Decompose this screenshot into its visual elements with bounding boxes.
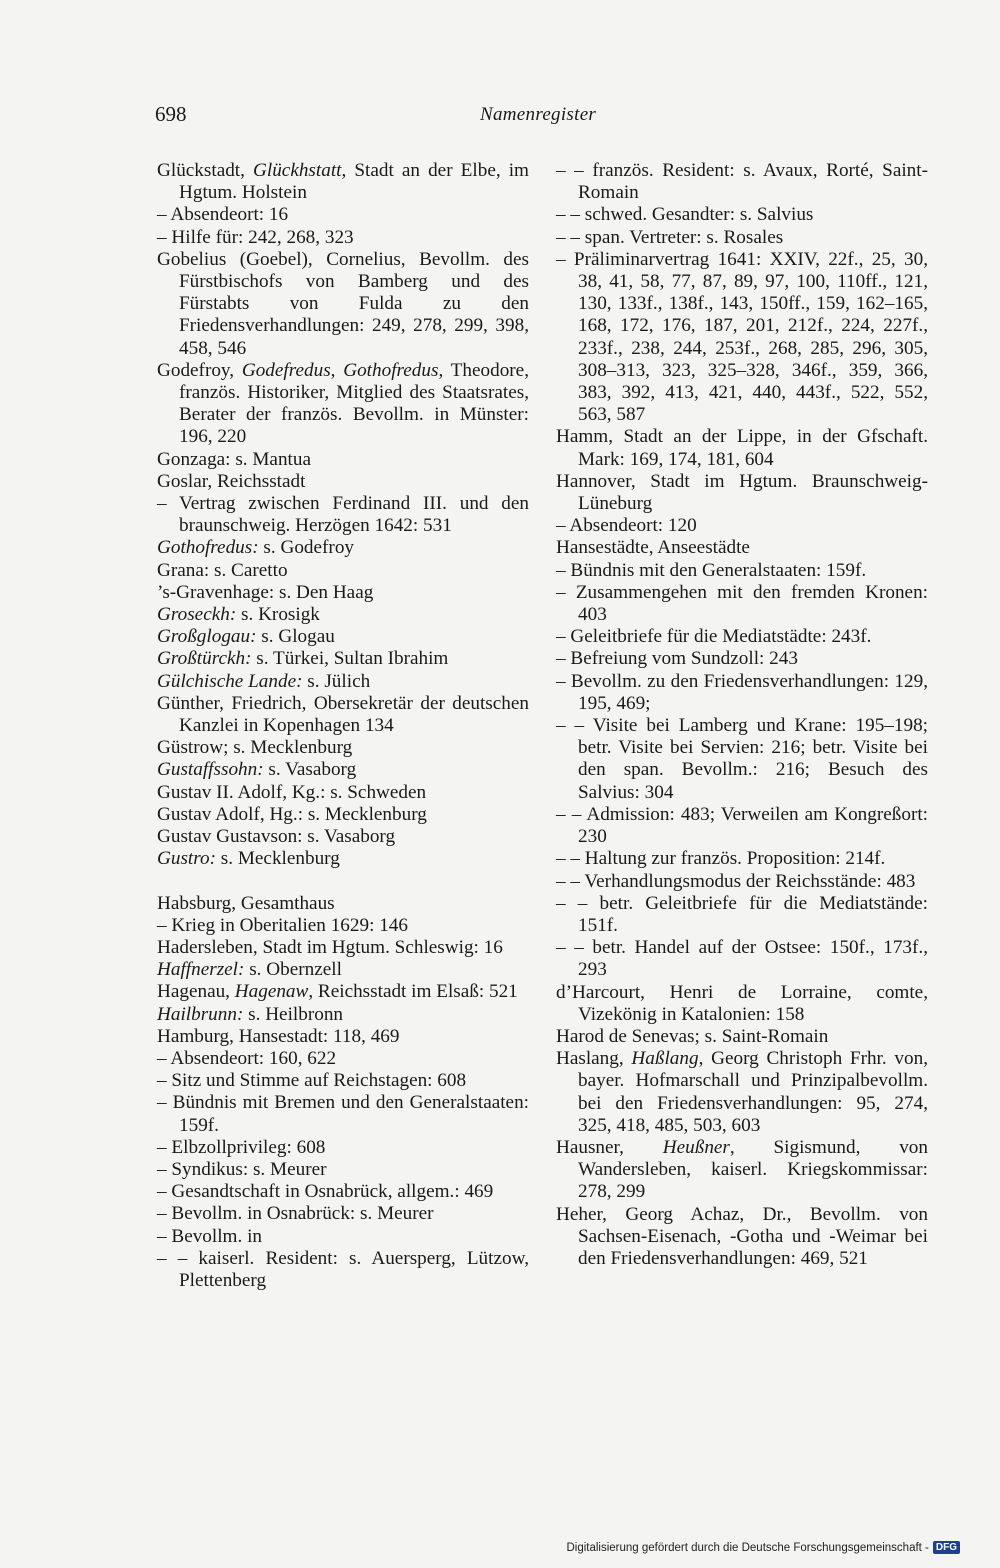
page-number: 698 (155, 102, 187, 126)
index-entry: – Gesandtschaft in Osnabrück, allgem.: 469 (157, 1181, 494, 1203)
index-entry: Hagenau, Hagenaw, Reichsstadt im Elsaß: 521 (157, 981, 518, 1003)
footer (566, 1541, 960, 1554)
index-entry: Groseckh: s. Krosigk (157, 604, 320, 626)
index-entry: – Absendeort: 120 (556, 515, 697, 537)
index-entry: – Befreiung vom Sundzoll: 243 (556, 648, 798, 670)
index-entry: Haffnerzel: s. Obernzell (157, 959, 342, 981)
index-entry: – Bevollm. in Osnabrück: s. Meurer (157, 1203, 434, 1225)
index-entry: Grana: s. Caretto (157, 559, 288, 581)
index-entry: Gustro: s. Mecklenburg (157, 848, 340, 870)
index-entry: – Elbzollprivileg: 608 (157, 1136, 326, 1158)
index-entry: Hailbrunn: s. Heilbronn (157, 1003, 344, 1025)
index-entry: – – Verhandlungsmodus der Reichsstände: 483 (556, 870, 916, 892)
index-entry: Gülchische Lande: s. Jülich (157, 670, 371, 692)
index-entry: – – Admission: 483; Verweilen am Kongreßort: 230 (556, 803, 928, 848)
index-entry: Großtürckh: s. Türkei, Sultan Ibrahim (157, 648, 449, 670)
index-entry: – Bündnis mit den Generalstaaten: 159f. (556, 559, 867, 581)
index-entry: Gustav Gustavson: s. Vasaborg (157, 826, 396, 848)
index-entry: – – betr. Handel auf der Ostsee: 150f., 173f., 293 (556, 937, 928, 981)
index-entry: – Sitz und Stimme auf Reichstagen: 608 (157, 1070, 467, 1092)
index-entry: Gothofredus: s. Godefroy (157, 537, 355, 559)
index-entry: – Absendeort: 160, 622 (157, 1047, 337, 1069)
index-entry: – Absendeort: 16 (157, 204, 289, 226)
index-entry: Gustav II. Adolf, Kg.: s. Schweden (157, 781, 427, 803)
index-entry: – Syndikus: s. Meurer (157, 1158, 327, 1180)
index-entry: – Präliminarvertrag 1641: XXIV, 22f., 25, 30, 38, 41, 58, 77, 87, 89, 97, 100, 110ff., 121, 130, 133f., 138f., 143, 150ff., 159, 162–165, 168, 172, 176, 187, 201, 212f., 224, 227f., 233f., 238, 244, 253f., 268, 285, 296, 305, 308–313, 323, 325–328, 346f., 359, 366, 383, 392, 413, 421, 440, 443f., 522, 552, 563, 587 (556, 248, 928, 426)
dfg-logo-icon: DFG (933, 1541, 960, 1554)
index-entry: Hannover, Stadt im Hgtum. Braunschweig-Lüneburg (556, 470, 928, 515)
index-entry: Güstrow; s. Mecklenburg (157, 737, 353, 759)
index-entry: Haslang, Haßlang, Georg Christoph Frhr. von, bayer. Hofmarschall und Prinzipalbevollm. bei den Friedensverhandlungen: 95, 274, 325, 418, 485, 503, 603 (556, 1048, 929, 1136)
index-entry: – – schwed. Gesandter: s. Salvius (556, 204, 814, 226)
index-entry: ’s-Gravenhage: s. Den Haag (157, 581, 374, 603)
index-entry: Glückstadt, Glückhstatt, Stadt an der Elbe, im Hgtum. Holstein (157, 160, 529, 204)
index-entry: Habsburg, Gesamthaus (157, 892, 335, 914)
index-entry: – – kaiserl. Resident: s. Auersperg, Lützow, Plettenberg (157, 1247, 529, 1291)
index-entry: – Vertrag zwischen Ferdinand III. und den braunschweig. Herzögen 1642: 531 (157, 493, 529, 537)
index-entry: Hansestädte, Anseestädte (556, 537, 750, 559)
index-entry: Gobelius (Goebel), Cornelius, Bevollm. des Fürstbischofs von Bamberg und des Fürstabts von Fulda zu den Friedensverhandlungen: 249, 278, 299, 398, 458, 546 (157, 248, 529, 359)
index-column-right (556, 160, 928, 1270)
index-entry: Gonzaga: s. Mantua (157, 448, 311, 470)
index-entry: Godefroy, Godefredus, Gothofredus, Theodore, französ. Historiker, Mitglied des Staatsrates, Berater der französ. Bevollm. in Münster: 196, 220 (157, 359, 529, 448)
index-entry: Hamburg, Hansestadt: 118, 469 (157, 1025, 400, 1047)
index-entry: – Hilfe für: 242, 268, 323 (157, 226, 354, 248)
index-column-left (157, 160, 529, 1292)
index-entry: Großglogau: s. Glogau (157, 626, 335, 648)
index-entry: – Bevollm. zu den Friedensverhandlungen: 129, 195, 469; (556, 670, 928, 714)
index-entry: – Krieg in Oberitalien 1629: 146 (157, 914, 408, 936)
index-entry: Hadersleben, Stadt im Hgtum. Schleswig: 16 (157, 936, 503, 958)
index-entry: – Bevollm. in (157, 1225, 262, 1247)
index-entry: – Zusammengehen mit den fremden Kronen: 403 (556, 581, 928, 626)
index-entry: Heher, Georg Achaz, Dr., Bevollm. von Sachsen-Eisenach, -Gotha und -Weimar bei den Friedensverhandlungen: 469, 521 (556, 1203, 928, 1269)
index-entry: – – span. Vertreter: s. Rosales (556, 226, 784, 248)
running-head: Namenregister (480, 104, 597, 125)
index-entry: Gustav Adolf, Hg.: s. Mecklenburg (157, 803, 427, 825)
index-entry: Hausner, Heußner, Sigismund, von Wandersleben, kaiserl. Kriegskommissar: 278, 299 (556, 1136, 928, 1203)
index-entry: Harod de Senevas; s. Saint-Romain (556, 1025, 829, 1047)
index-entry: – – Haltung zur französ. Proposition: 214f. (556, 848, 886, 870)
index-entry: – Bündnis mit Bremen und den Generalstaaten: 159f. (157, 1092, 529, 1136)
index-entry: – – betr. Geleitbriefe für die Mediatstände: 151f. (556, 892, 928, 936)
footer-text: Digitalisierung gefördert durch die Deutsche Forschungsgemeinschaft - (566, 1541, 929, 1554)
index-entry: Goslar, Reichsstadt (157, 470, 306, 492)
index-entry: – Geleitbriefe für die Mediatstädte: 243f. (556, 626, 872, 648)
index-entry: Hamm, Stadt an der Lippe, in der Gfschaft. Mark: 169, 174, 181, 604 (556, 426, 928, 470)
index-entry: Gustaffssohn: s. Vasaborg (157, 759, 357, 781)
index-entry: – – französ. Resident: s. Avaux, Rorté, Saint-Romain (556, 160, 928, 204)
index-entry: Günther, Friedrich, Obersekretär der deutschen Kanzlei in Kopenhagen 134 (157, 692, 529, 737)
index-entry: – – Visite bei Lamberg und Krane: 195–198; betr. Visite bei Servien: 216; betr. Visite bei den span. Bevollm.: 216; Besuch des Salvius: 304 (556, 715, 928, 803)
section-gap (157, 871, 529, 893)
index-entry: d’Harcourt, Henri de Lorraine, comte, Vizekönig in Katalonien: 158 (556, 981, 928, 1025)
